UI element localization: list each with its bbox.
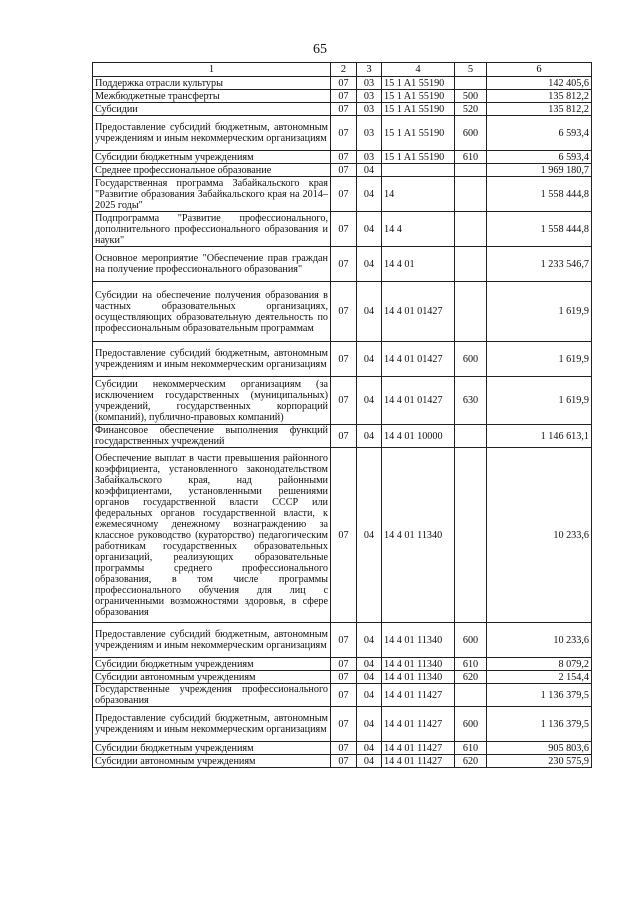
subsection-code-cell: 04 bbox=[357, 282, 382, 342]
table-row bbox=[93, 247, 592, 282]
subsection-code-cell: 04 bbox=[357, 448, 382, 623]
expense-type-cell bbox=[455, 448, 487, 623]
subsection-code-cell: 03 bbox=[357, 151, 382, 164]
subsection-code-cell: 04 bbox=[357, 684, 382, 707]
table-row bbox=[93, 103, 592, 116]
target-article-cell: 14 4 01 01427 bbox=[382, 282, 455, 342]
subsection-code-cell: 04 bbox=[357, 658, 382, 671]
subsection-code-cell: 04 bbox=[357, 164, 382, 177]
table-row bbox=[93, 212, 592, 247]
table-row bbox=[93, 164, 592, 177]
row-name-cell: Субсидии бюджетным учреждениям bbox=[93, 742, 331, 755]
column-number-row bbox=[93, 63, 592, 77]
subsection-code-cell: 04 bbox=[357, 755, 382, 768]
expense-type-cell bbox=[455, 212, 487, 247]
table-row bbox=[93, 671, 592, 684]
column-header: 1 bbox=[93, 63, 331, 77]
expense-type-cell bbox=[455, 77, 487, 90]
row-name-cell: Субсидии бюджетным учреждениям bbox=[93, 658, 331, 671]
row-name-cell: Межбюджетные трансферты bbox=[93, 90, 331, 103]
section-code-cell: 07 bbox=[331, 151, 357, 164]
target-article-cell: 14 4 01 11427 bbox=[382, 755, 455, 768]
section-code-cell: 07 bbox=[331, 212, 357, 247]
column-header: 2 bbox=[331, 63, 357, 77]
row-name-cell: Предоставление субсидий бюджетным, автономным учреждениям и иным некоммерческим организациям bbox=[93, 342, 331, 377]
expense-type-cell: 600 bbox=[455, 116, 487, 151]
amount-cell: 6 593,4 bbox=[487, 116, 592, 151]
amount-cell: 1 233 546,7 bbox=[487, 247, 592, 282]
amount-cell: 1 146 613,1 bbox=[487, 425, 592, 448]
amount-cell: 1 558 444,8 bbox=[487, 212, 592, 247]
expense-type-cell: 610 bbox=[455, 742, 487, 755]
subsection-code-cell: 04 bbox=[357, 671, 382, 684]
section-code-cell: 07 bbox=[331, 90, 357, 103]
amount-cell: 6 593,4 bbox=[487, 151, 592, 164]
amount-cell: 10 233,6 bbox=[487, 448, 592, 623]
table-row bbox=[93, 90, 592, 103]
subsection-code-cell: 04 bbox=[357, 425, 382, 448]
table-row bbox=[93, 707, 592, 742]
target-article-cell: 14 4 01 10000 bbox=[382, 425, 455, 448]
subsection-code-cell: 04 bbox=[357, 742, 382, 755]
target-article-cell: 15 1 A1 55190 bbox=[382, 103, 455, 116]
amount-cell: 1 136 379,5 bbox=[487, 684, 592, 707]
row-name-cell: Предоставление субсидий бюджетным, автономным учреждениям и иным некоммерческим организациям bbox=[93, 623, 331, 658]
row-name-cell: Обеспечение выплат в части превышения районного коэффициента, установленного законодательством Забайкальского края, над районными коэффициентами, установленными решениями органов государственной власти СССР или федеральных органов государственной власти, к ежемесячному денежному вознаграждению за классное руководство (кураторство) педагогическим работникам государственных образовательных организаций, реализующих образовательные программы среднего профессионального образования, в том числе программы профессионального обучения для лиц с ограниченными возможностями здоровья, в сфере образования bbox=[93, 448, 331, 623]
row-name-cell: Субсидии бюджетным учреждениям bbox=[93, 151, 331, 164]
subsection-code-cell: 04 bbox=[357, 342, 382, 377]
amount-cell: 1 136 379,5 bbox=[487, 707, 592, 742]
target-article-cell: 15 1 A1 55190 bbox=[382, 151, 455, 164]
table-row bbox=[93, 742, 592, 755]
table-row bbox=[93, 151, 592, 164]
expense-type-cell bbox=[455, 247, 487, 282]
section-code-cell: 07 bbox=[331, 164, 357, 177]
expense-type-cell: 610 bbox=[455, 658, 487, 671]
row-name-cell: Финансовое обеспечение выполнения функций государственных учреждений bbox=[93, 425, 331, 448]
subsection-code-cell: 03 bbox=[357, 77, 382, 90]
subsection-code-cell: 04 bbox=[357, 707, 382, 742]
subsection-code-cell: 03 bbox=[357, 90, 382, 103]
table-row bbox=[93, 77, 592, 90]
table-row bbox=[93, 177, 592, 212]
row-name-cell: Государственные учреждения профессионального образования bbox=[93, 684, 331, 707]
section-code-cell: 07 bbox=[331, 425, 357, 448]
target-article-cell: 14 4 01 11340 bbox=[382, 623, 455, 658]
table-row bbox=[93, 684, 592, 707]
target-article-cell: 14 4 01 11427 bbox=[382, 707, 455, 742]
section-code-cell: 07 bbox=[331, 103, 357, 116]
amount-cell: 1 619,9 bbox=[487, 342, 592, 377]
row-name-cell: Подпрограмма "Развитие профессионального, дополнительного профессионального образования и науки" bbox=[93, 212, 331, 247]
section-code-cell: 07 bbox=[331, 755, 357, 768]
expense-type-cell: 630 bbox=[455, 377, 487, 425]
subsection-code-cell: 04 bbox=[357, 212, 382, 247]
column-header: 3 bbox=[357, 63, 382, 77]
row-name-cell: Субсидии bbox=[93, 103, 331, 116]
section-code-cell: 07 bbox=[331, 671, 357, 684]
section-code-cell: 07 bbox=[331, 282, 357, 342]
table-row bbox=[93, 282, 592, 342]
row-name-cell: Поддержка отрасли культуры bbox=[93, 77, 331, 90]
budget-table bbox=[92, 62, 592, 768]
table-row bbox=[93, 448, 592, 623]
expense-type-cell: 600 bbox=[455, 707, 487, 742]
amount-cell: 10 233,6 bbox=[487, 623, 592, 658]
section-code-cell: 07 bbox=[331, 77, 357, 90]
column-header: 5 bbox=[455, 63, 487, 77]
amount-cell: 1 558 444,8 bbox=[487, 177, 592, 212]
row-name-cell: Предоставление субсидий бюджетным, автономным учреждениям и иным некоммерческим организациям bbox=[93, 707, 331, 742]
target-article-cell: 15 1 A1 55190 bbox=[382, 116, 455, 151]
table-row bbox=[93, 425, 592, 448]
expense-type-cell: 600 bbox=[455, 623, 487, 658]
target-article-cell: 14 4 01 11427 bbox=[382, 742, 455, 755]
amount-cell: 1 969 180,7 bbox=[487, 164, 592, 177]
subsection-code-cell: 03 bbox=[357, 116, 382, 151]
column-header: 6 bbox=[487, 63, 592, 77]
expense-type-cell bbox=[455, 425, 487, 448]
subsection-code-cell: 04 bbox=[357, 247, 382, 282]
target-article-cell: 14 bbox=[382, 177, 455, 212]
section-code-cell: 07 bbox=[331, 377, 357, 425]
expense-type-cell: 610 bbox=[455, 151, 487, 164]
column-header: 4 bbox=[382, 63, 455, 77]
table-row bbox=[93, 116, 592, 151]
amount-cell: 1 619,9 bbox=[487, 377, 592, 425]
subsection-code-cell: 03 bbox=[357, 103, 382, 116]
table-row bbox=[93, 658, 592, 671]
amount-cell: 1 619,9 bbox=[487, 282, 592, 342]
row-name-cell: Предоставление субсидий бюджетным, автономным учреждениям и иным некоммерческим организациям bbox=[93, 116, 331, 151]
amount-cell: 2 154,4 bbox=[487, 671, 592, 684]
expense-type-cell: 500 bbox=[455, 90, 487, 103]
row-name-cell: Субсидии на обеспечение получения образования в частных образовательных организациях, осуществляющих образовательную деятельность по профессиональным образовательным программам bbox=[93, 282, 331, 342]
page-number: 65 bbox=[313, 42, 327, 57]
target-article-cell bbox=[382, 164, 455, 177]
expense-type-cell: 520 bbox=[455, 103, 487, 116]
row-name-cell: Субсидии некоммерческим организациям (за исключением государственных (муниципальных) учреждений, государственных корпораций (компаний), публично-правовых компаний) bbox=[93, 377, 331, 425]
subsection-code-cell: 04 bbox=[357, 623, 382, 658]
amount-cell: 905 803,6 bbox=[487, 742, 592, 755]
amount-cell: 135 812,2 bbox=[487, 90, 592, 103]
amount-cell: 142 405,6 bbox=[487, 77, 592, 90]
expense-type-cell: 600 bbox=[455, 342, 487, 377]
amount-cell: 230 575,9 bbox=[487, 755, 592, 768]
section-code-cell: 07 bbox=[331, 177, 357, 212]
expense-type-cell bbox=[455, 164, 487, 177]
section-code-cell: 07 bbox=[331, 342, 357, 377]
expense-type-cell bbox=[455, 282, 487, 342]
section-code-cell: 07 bbox=[331, 684, 357, 707]
row-name-cell: Среднее профессиональное образование bbox=[93, 164, 331, 177]
row-name-cell: Субсидии автономным учреждениям bbox=[93, 755, 331, 768]
row-name-cell: Основное мероприятие "Обеспечение прав граждан на получение профессионального образования" bbox=[93, 247, 331, 282]
subsection-code-cell: 04 bbox=[357, 177, 382, 212]
section-code-cell: 07 bbox=[331, 247, 357, 282]
section-code-cell: 07 bbox=[331, 658, 357, 671]
section-code-cell: 07 bbox=[331, 742, 357, 755]
expense-type-cell: 620 bbox=[455, 671, 487, 684]
section-code-cell: 07 bbox=[331, 448, 357, 623]
expense-type-cell bbox=[455, 177, 487, 212]
row-name-cell: Государственная программа Забайкальского края "Развитие образования Забайкальского края на 2014–2025 годы" bbox=[93, 177, 331, 212]
target-article-cell: 15 1 A1 55190 bbox=[382, 90, 455, 103]
table-row bbox=[93, 342, 592, 377]
expense-type-cell bbox=[455, 684, 487, 707]
target-article-cell: 14 4 01 11427 bbox=[382, 684, 455, 707]
section-code-cell: 07 bbox=[331, 116, 357, 151]
target-article-cell: 14 4 01 11340 bbox=[382, 671, 455, 684]
section-code-cell: 07 bbox=[331, 707, 357, 742]
target-article-cell: 14 4 01 11340 bbox=[382, 658, 455, 671]
target-article-cell: 14 4 01 11340 bbox=[382, 448, 455, 623]
target-article-cell: 14 4 bbox=[382, 212, 455, 247]
row-name-cell: Субсидии автономным учреждениям bbox=[93, 671, 331, 684]
table-row bbox=[93, 755, 592, 768]
section-code-cell: 07 bbox=[331, 623, 357, 658]
target-article-cell: 14 4 01 bbox=[382, 247, 455, 282]
target-article-cell: 14 4 01 01427 bbox=[382, 342, 455, 377]
target-article-cell: 14 4 01 01427 bbox=[382, 377, 455, 425]
target-article-cell: 15 1 A1 55190 bbox=[382, 77, 455, 90]
table-row bbox=[93, 623, 592, 658]
expense-type-cell: 620 bbox=[455, 755, 487, 768]
amount-cell: 135 812,2 bbox=[487, 103, 592, 116]
table-row bbox=[93, 377, 592, 425]
subsection-code-cell: 04 bbox=[357, 377, 382, 425]
amount-cell: 8 079,2 bbox=[487, 658, 592, 671]
